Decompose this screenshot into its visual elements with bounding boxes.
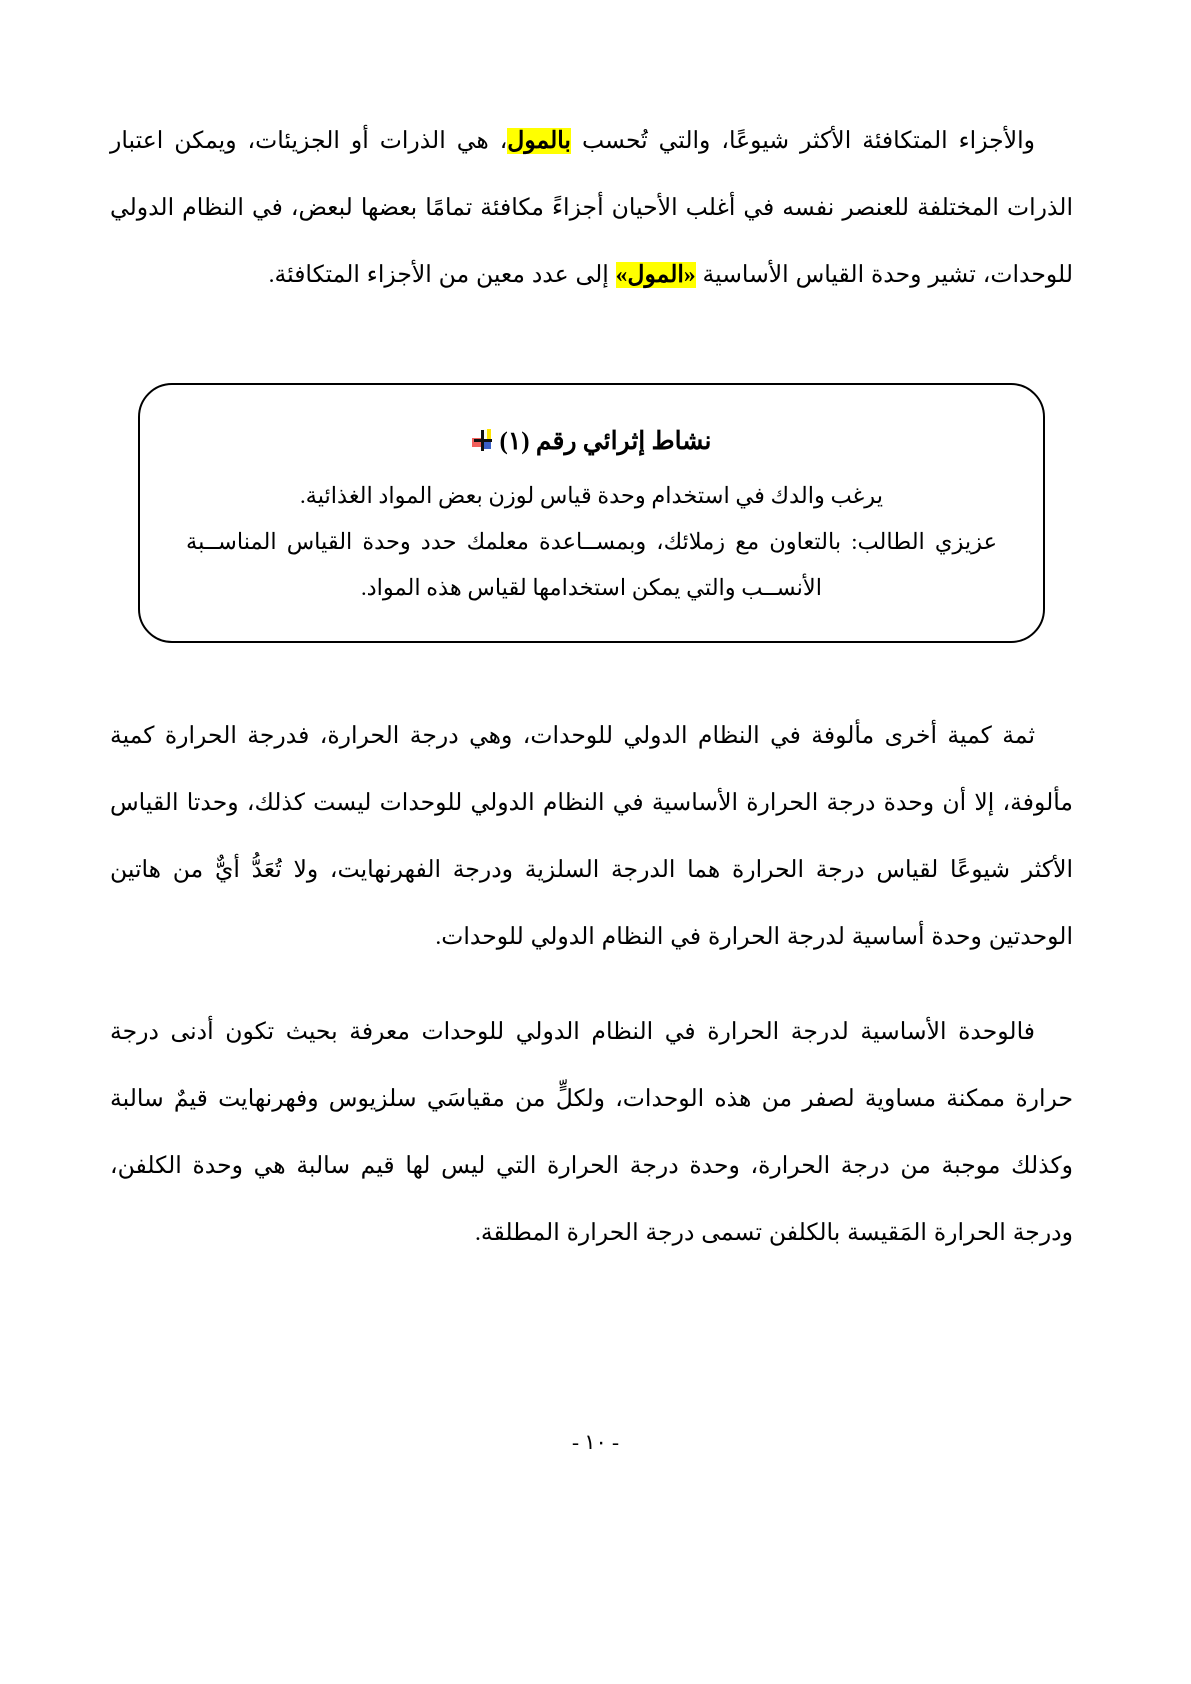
page-number: - ١٠ -	[571, 1430, 620, 1454]
paragraph-1-segment-3: إلى عدد معين من الأجزاء المتكافئة.	[268, 262, 616, 288]
activity-title: نشاط إثرائي رقم (١)	[499, 428, 712, 455]
paragraph-1-segment-1: والأجزاء المتكافئة الأكثر شيوعًا، والتي تُحسب	[570, 128, 1035, 154]
spacer	[110, 643, 1073, 703]
activity-title-row	[186, 425, 997, 459]
paragraph-3: فالوحدة الأساسية لدرجة الحرارة في النظام الدولي للوحدات معرفة بحيث تكون أدنى درجة حرارة ممكنة مساوية لصفر من هذه الوحدات، ولكلٍّ من مقياسَي سلزيوس وفهرنهايت قيمٌ سالبة وكذلك موجبة من درجة الحرارة، وحدة درجة الحرارة التي ليس لها قيم سالبة هي وحدة الكلفن، ودرجة الحرارة المَقيسة بالكلفن تسمى درجة الحرارة المطلقة.	[110, 1019, 1073, 1246]
activity-line-2: عزيزي الطالب: بالتعاون مع زملائك، وبمســاعدة معلمك حدد وحدة القياس المناســبة الأنســب والتي يمكن استخدامها لقياس هذه المواد.	[186, 529, 997, 600]
page-content	[110, 108, 1073, 1267]
activity-line-1: يرغب والدك في استخدام وحدة قياس لوزن بعض المواد الغذائية.	[300, 483, 883, 508]
enrichment-activity-box	[138, 383, 1045, 643]
paragraph-1	[110, 108, 1073, 309]
pinwheel-icon	[472, 429, 494, 451]
paragraph-2: ثمة كمية أخرى مألوفة في النظام الدولي للوحدات، وهي درجة الحرارة، فدرجة الحرارة كمية مألوفة، إلا أن وحدة درجة الحرارة الأساسية في النظام الدولي للوحدات ليست كذلك، وحدتا القياس الأكثر شيوعًا لقياس درجة الحرارة هما الدرجة السلزية ودرجة الفهرنهايت، ولا تُعَدُّ أيٌّ من هاتين الوحدتين وحدة أساسية لدرجة الحرارة في النظام الدولي للوحدات.	[110, 723, 1073, 950]
highlight-bil-mol: بالمول	[507, 128, 571, 154]
pinwheel-horizontal-bar	[474, 439, 492, 442]
spacer	[110, 971, 1073, 999]
highlight-al-mol: «المول»	[615, 262, 696, 288]
paragraph-1-segment-2: ، هي الذرات أو الجزيئات، ويمكن اعتبار الذرات المختلفة للعنصر نفسه في أغلب الأحيان أجزاءً مكافئة تمامًا بعضها لبعض، في النظام الدولي للوحدات، تشير وحدة القياس الأساسية	[110, 128, 1073, 288]
